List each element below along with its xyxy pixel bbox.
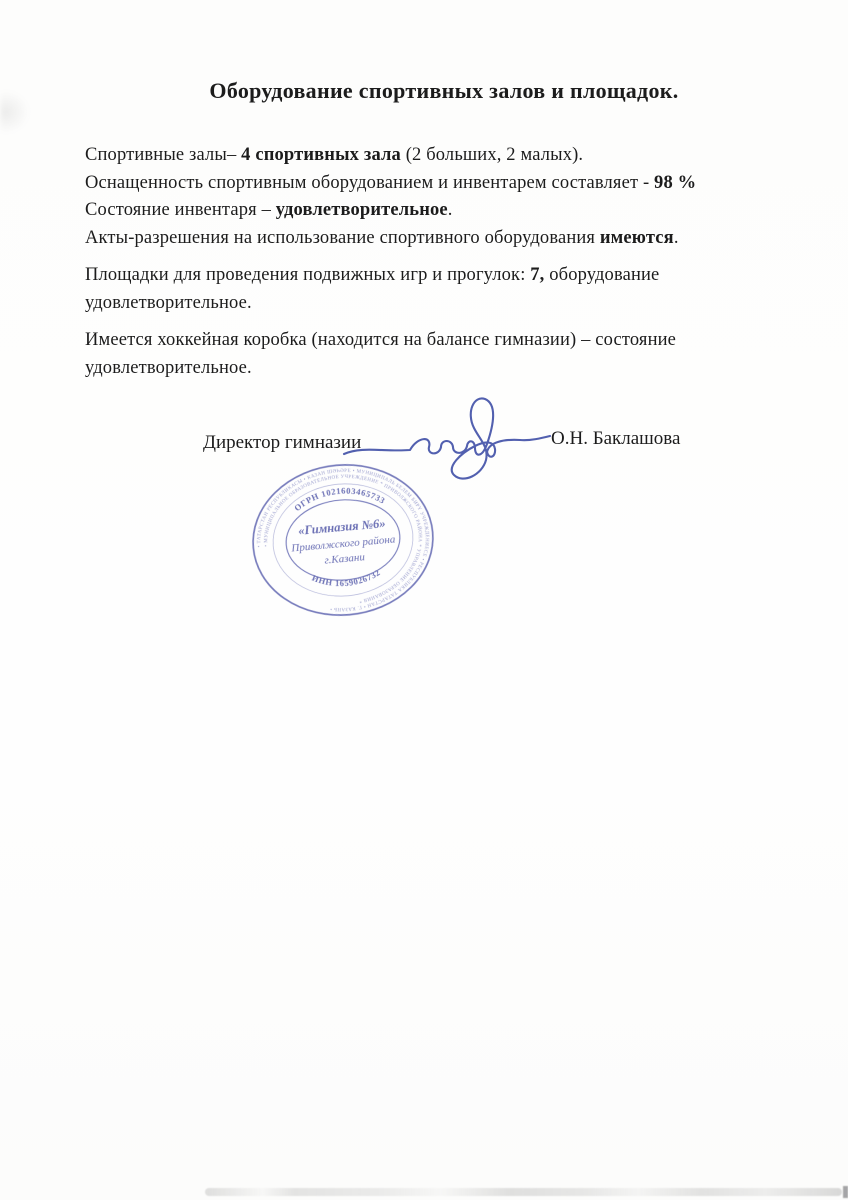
paragraph-1-line-2	[85, 170, 761, 198]
stamp-center-name: «Гимназия №6»	[297, 516, 387, 538]
text-run-bold: удовлетворительное	[275, 200, 448, 220]
text-run: (2 больших, 2 малых).	[400, 145, 584, 165]
paragraph-3-line-2: удовлетворительное.	[85, 357, 252, 378]
signature-role-label: Директор гимназии	[203, 432, 362, 453]
paragraph-1-line-4	[85, 225, 761, 253]
signature-name-label: О.Н. Баклашова	[551, 428, 681, 449]
scanner-edge-artifact	[205, 1188, 842, 1196]
stamp-center-city: г.Казани	[323, 551, 366, 567]
text-run-bold: 4 спортивных зала	[241, 145, 401, 165]
text-run-bold: 7,	[530, 265, 545, 285]
text-run: Спортивные залы–	[85, 145, 242, 165]
text-run: Состояние инвентаря –	[85, 200, 276, 220]
stamp-inn-text: ИНН 1659026732	[310, 567, 383, 589]
text-run: .	[673, 227, 679, 248]
paragraph-2-line-1	[85, 262, 761, 290]
stamp-inner-ring-microtext: • МУНИЦИПАЛЬНОЕ ОБРАЗОВАТЕЛЬНОЕ УЧРЕЖДЕНИЕ * ПРИВОЛЖСКОГО РАЙОНА * УПРАВЛЕНИЕ ОБРАЗОВАНИЯ *	[264, 474, 422, 604]
document-title: Оборудование спортивных залов и площадок.	[209, 78, 679, 103]
paragraph-2	[85, 262, 761, 317]
text-run: Оснащенность спортивным оборудованием и инвентарем составляет -	[85, 172, 655, 193]
document-body	[85, 142, 761, 382]
paragraph-1-line-1	[85, 142, 761, 170]
paragraph-3-line-1: Имеется хоккейная коробка (находится на балансе гимназии) – состояние	[85, 330, 677, 350]
paragraph-2-line-2: удовлетворительное.	[85, 292, 252, 313]
text-run: Площадки для проведения подвижных игр и прогулок:	[85, 265, 531, 285]
scanner-edge-tick	[843, 1186, 848, 1198]
stamp-center-district: Приволжского района	[290, 533, 396, 555]
text-run: .	[447, 200, 453, 220]
signature-stroke	[344, 398, 550, 478]
text-run-bold: 98 %	[654, 172, 697, 193]
paragraph-3	[85, 327, 761, 382]
stamp-outer-ring-microtext: • ТАТАРСТАН РЕСПУБЛИКАСЫ • КАЗАН ШӘҺӘРЕ • МУНИЦИПАЛЬ БЕЛЕМ БИРҮ УЧРЕЖДЕНИЕСЕ • РЕСПУБЛИКА ТАТАРСТАН • Г. КАЗАНЬ •	[257, 468, 429, 612]
paragraph-1-line-3	[85, 197, 761, 225]
stamp-ogrn-text: ОГРН 1021603465733	[292, 485, 388, 514]
director-signature-scribble	[322, 390, 558, 498]
text-run-bold: имеются	[599, 227, 674, 248]
text-run: оборудование	[544, 265, 660, 285]
text-run: Акты-разрешения на использование спортивного оборудования	[85, 227, 600, 248]
